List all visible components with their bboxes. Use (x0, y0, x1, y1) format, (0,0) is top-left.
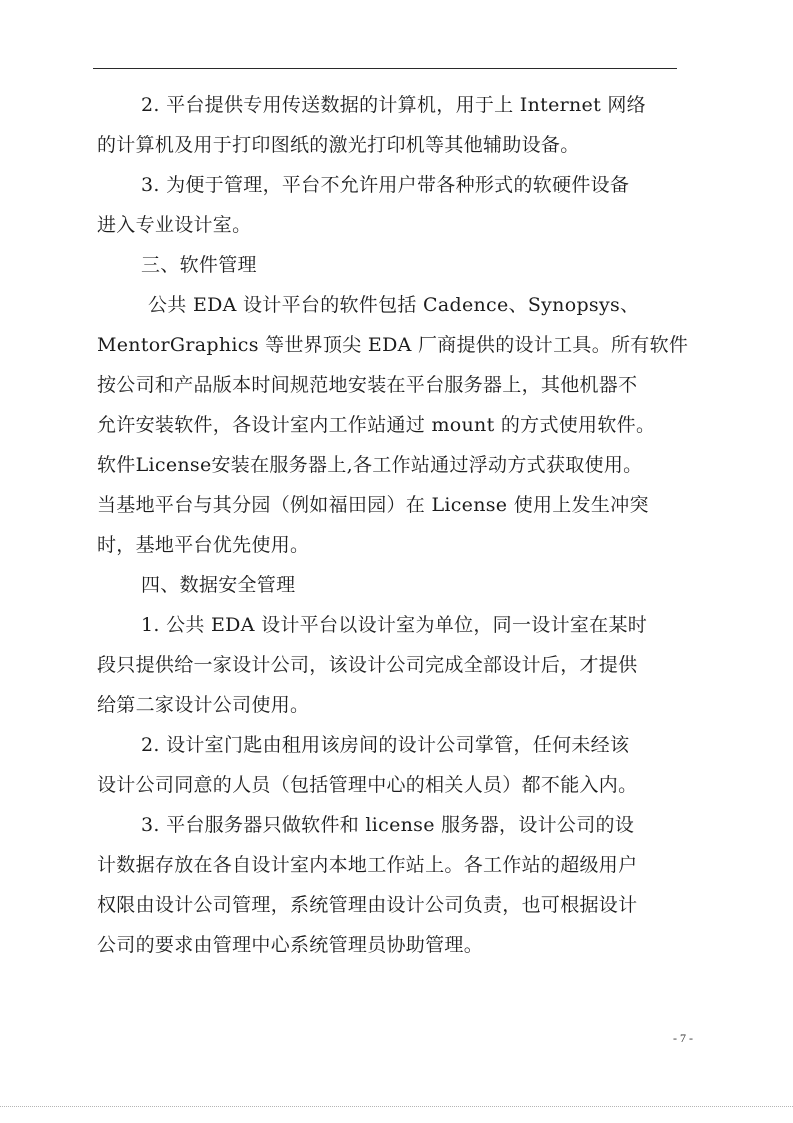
scan-edge-line (0, 1106, 793, 1107)
paragraph-line: 软件License安装在服务器上,各工作站通过浮动方式获取使用。 (97, 454, 643, 476)
paragraph-line: 公司的要求由管理中心系统管理员协助管理。 (97, 934, 484, 956)
paragraph-line: 时，基地平台优先使用。 (97, 534, 310, 556)
paragraph-line: 计数据存放在各自设计室内本地工作站上。各工作站的超级用户 (97, 854, 638, 876)
paragraph-line: MentorGraphics 等世界顶尖 EDA 厂商提供的设计工具。所有软件 (97, 334, 689, 356)
paragraph-line: 段只提供给一家设计公司，该设计公司完成全部设计后，才提供 (97, 654, 638, 676)
paragraph-line: 公共 EDA 设计平台的软件包括 Cadence、Synopsys、 (148, 294, 640, 316)
paragraph-line: 3. 为便于管理，平台不允许用户带各种形式的软硬件设备 (141, 174, 630, 196)
paragraph-line: 按公司和产品版本时间规范地安装在平台服务器上，其他机器不 (97, 374, 638, 396)
paragraph-line: 3. 平台服务器只做软件和 license 服务器，设计公司的设 (141, 814, 635, 836)
page-number: - 7 - (673, 1031, 693, 1045)
paragraph-line: 当基地平台与其分园（例如福田园）在 License 使用上发生冲突 (97, 494, 649, 516)
paragraph-line: 2. 设计室门匙由租用该房间的设计公司掌管，任何未经该 (141, 734, 630, 756)
paragraph-line: 的计算机及用于打印图纸的激光打印机等其他辅助设备。 (97, 134, 580, 156)
paragraph-line: 1. 公共 EDA 设计平台以设计室为单位，同一设计室在某时 (141, 614, 648, 636)
paragraph-line: 权限由设计公司管理，系统管理由设计公司负责，也可根据设计 (97, 894, 638, 916)
paragraph-line: 允许安装软件，各设计室内工作站通过 mount 的方式使用软件。 (97, 414, 656, 436)
paragraph-line: 进入专业设计室。 (97, 214, 252, 236)
section-heading: 三、软件管理 (141, 254, 257, 276)
paragraph-line: 设计公司同意的人员（包括管理中心的相关人员）都不能入内。 (97, 774, 638, 796)
header-rule (93, 68, 677, 69)
paragraph-line: 给第二家设计公司使用。 (97, 694, 310, 716)
section-heading: 四、数据安全管理 (141, 574, 296, 596)
paragraph-line: 2. 平台提供专用传送数据的计算机，用于上 Internet 网络 (141, 94, 646, 116)
